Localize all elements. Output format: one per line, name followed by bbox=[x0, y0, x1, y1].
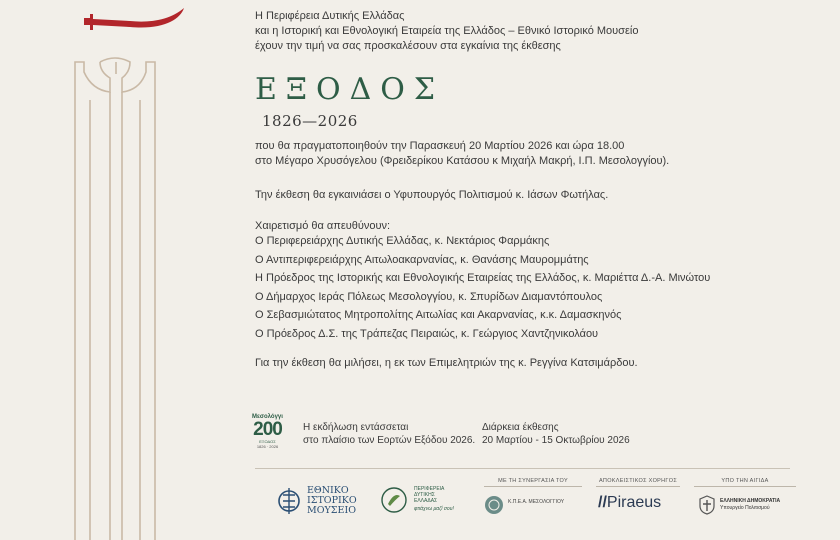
museum-name-line: ΜΟΥΣΕΙΟ bbox=[307, 505, 356, 516]
invitation-intro bbox=[255, 9, 638, 54]
intro-line: έχουν την τιμή να σας προσκαλέσουν στα εγκαίνια της έκθεσης bbox=[255, 40, 561, 52]
intro-line: Η Περιφέρεια Δυτικής Ελλάδας bbox=[255, 10, 405, 22]
logo-top-text: Μεσολόγγι bbox=[252, 414, 283, 420]
logo-small-text: ΕΞΟΔΟΣ bbox=[259, 439, 276, 444]
opening-statement: Την έκθεση θα εγκαινιάσει ο Υφυπουργός Πολιτισμού κ. Ιάσων Φωτήλας. bbox=[255, 189, 609, 201]
festival-note-line: στο πλαίσιο των Εορτών Εξόδου 2026. bbox=[303, 435, 476, 446]
festival-note-line: Η εκδήλωση εντάσσεται bbox=[303, 422, 409, 433]
footer-divider bbox=[255, 468, 790, 469]
piraeus-name: Piraeus bbox=[606, 494, 662, 511]
greetings-heading: Χαιρετισμό θα απευθύνουν: bbox=[255, 220, 391, 232]
greek-coat-of-arms-icon bbox=[698, 495, 716, 515]
closing-statement: Για την έκθεση θα μιλήσει, η εκ των Επιμελητριών της κ. Ρεγγίνα Κατσιμάρδου. bbox=[255, 357, 638, 369]
museum-name-line: ΙΣΤΟΡΙΚΟ bbox=[307, 495, 357, 506]
speaker-item: Ο Αντιπεριφερειάρχης Αιτωλοακαρνανίας, κ. Θανάσης Μαυρομμάτης bbox=[255, 253, 589, 266]
partner-name: Κ.Π.Ε.Α. ΜΕΣΟΛΟΓΓΙΟΥ bbox=[508, 499, 565, 505]
region-emblem-icon bbox=[381, 487, 407, 513]
aegis-rule bbox=[694, 486, 796, 487]
details-line: στο Μέγαρο Χρυσόγελου (Φρειδερίκου Κατάσου κ Μιχαήλ Μακρή, Ι.Π. Μεσολογγίου). bbox=[255, 155, 670, 167]
sword-icon bbox=[84, 8, 184, 30]
event-details bbox=[255, 139, 669, 169]
column-outline bbox=[75, 58, 155, 540]
speaker-item: Η Πρόεδρος της Ιστορικής και Εθνολογικής Εταιρείας της Ελλάδος, κ. Μαριέττα Δ.-Α. Μινώτου bbox=[255, 272, 711, 284]
partner-rule bbox=[484, 486, 582, 487]
region-name-line: ΠΕΡΙΦΕΡΕΙΑ bbox=[414, 486, 445, 492]
sponsor-caption: ΑΠΟΚΛΕΙΣΤΙΚΟΣ ΧΟΡΗΓΟΣ bbox=[598, 478, 678, 484]
partner-block bbox=[478, 478, 588, 522]
speaker-item: Ο Περιφερειάρχης Δυτικής Ελλάδας, κ. Νεκτάριος Φαρμάκης bbox=[255, 235, 550, 247]
logo-number: 200 bbox=[253, 419, 282, 440]
mesolonghi-200-logo bbox=[245, 414, 290, 450]
intro-line: και η Ιστορική και Εθνολογική Εταιρεία της Ελλάδος – Εθνικό Ιστορικό Μουσείο bbox=[255, 25, 639, 37]
aegis-caption: ΥΠΟ ΤΗΝ ΑΙΓΙΔΑ bbox=[721, 478, 769, 484]
aegis-name-line: Υπουργείο Πολιτισμού bbox=[720, 505, 770, 511]
partner-emblem-icon bbox=[484, 495, 504, 515]
exhibition-duration bbox=[482, 421, 630, 447]
speaker-item: Ο Δήμαρχος Ιεράς Πόλεως Μεσολογγίου, κ. Σπυρίδων Διαμαντόπουλος bbox=[255, 290, 603, 303]
region-name-line: ΔΥΤΙΚΗΣ bbox=[414, 492, 435, 498]
exclusive-sponsor-block bbox=[592, 478, 684, 522]
piraeus-logo bbox=[598, 494, 661, 512]
region-name-line: ΕΛΛΑΔΑΣ bbox=[414, 498, 438, 504]
museum-emblem-icon bbox=[276, 486, 302, 516]
aegis-block bbox=[690, 478, 800, 522]
festival-note bbox=[303, 421, 475, 447]
national-historical-museum-logo bbox=[276, 485, 371, 517]
duration-label: Διάρκεια έκθεσης bbox=[482, 422, 559, 433]
speaker-item: Ο Σεβασμιώτατος Μητροπολίτης Αιτωλίας και Ακαρνανίας, κ.κ. Δαμασκηνός bbox=[255, 309, 622, 321]
region-western-greece-logo bbox=[381, 483, 471, 519]
speaker-item: Ο Πρόεδρος Δ.Σ. της Τράπεζας Πειραιώς, κ. Γεώργιος Χαντζηνικολάου bbox=[255, 327, 599, 340]
speaker-list bbox=[255, 234, 710, 342]
decorative-column-illustration bbox=[70, 0, 200, 540]
piraeus-slashes-icon: // bbox=[598, 494, 607, 511]
exhibition-title: ΕΞΟΔΟΣ bbox=[255, 72, 445, 107]
region-slogan: φτιάχνω μαζί σου! bbox=[414, 506, 454, 512]
exhibition-years: 1826—2026 bbox=[262, 112, 358, 130]
aegis-name-line: ΕΛΛΗΝΙΚΗ ΔΗΜΟΚΡΑΤΙΑ bbox=[720, 498, 781, 504]
details-line: που θα πραγματοποιηθούν την Παρασκευή 20 Μαρτίου 2026 και ώρα 18.00 bbox=[255, 140, 625, 152]
logo-caption: 1826 · 2026 bbox=[256, 444, 279, 449]
duration-value: 20 Μαρτίου - 15 Οκτωβρίου 2026 bbox=[482, 435, 630, 446]
partner-caption: ΜΕ ΤΗ ΣΥΝΕΡΓΑΣΙΑ ΤΟΥ bbox=[498, 478, 568, 484]
sponsor-rule bbox=[596, 486, 680, 487]
museum-name-line: ΕΘΝΙΚΟ bbox=[307, 485, 349, 496]
